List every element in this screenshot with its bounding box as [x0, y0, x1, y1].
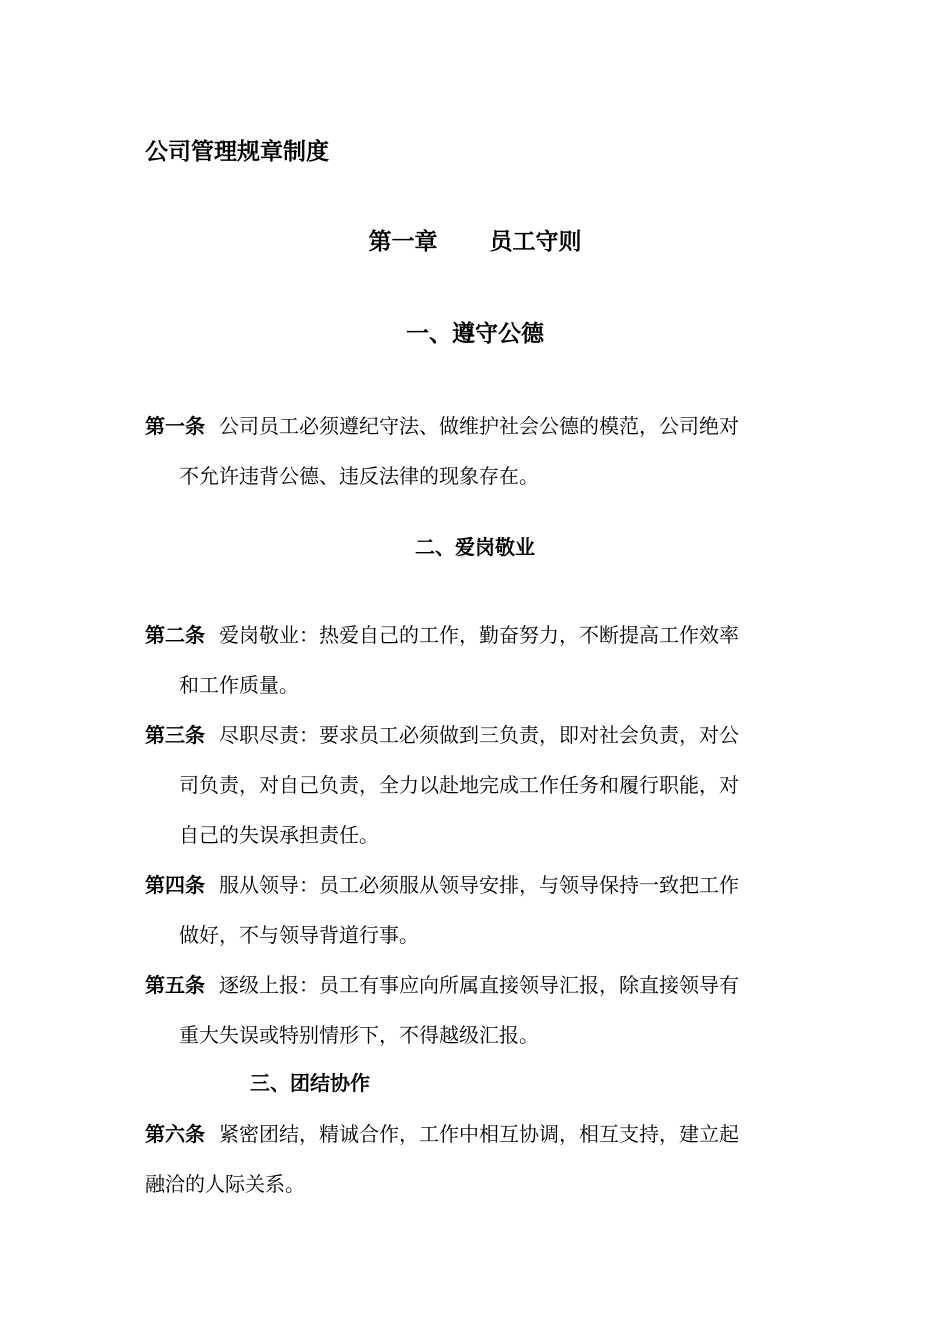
article-label: 第二条: [145, 623, 205, 647]
document-title: 公司管理规章制度: [145, 139, 329, 165]
article-text-line: 服从领导：员工必须服从领导安排，与领导保持一致把工作: [219, 873, 739, 897]
section-heading-1: 一、遵守公德: [406, 321, 544, 347]
article-text-line: 做好，不与领导背道行事。: [179, 923, 419, 947]
article-label: 第三条: [145, 723, 205, 747]
article-label: 第五条: [145, 973, 205, 997]
chapter-heading: [0, 226, 950, 258]
article-text-line: 逐级上报：员工有事应向所属直接领导汇报，除直接领导有: [219, 973, 739, 997]
article-text-line: 不允许违背公德、违反法律的现象存在。: [179, 464, 539, 488]
article-label: 第六条: [145, 1122, 205, 1146]
article-label: 第四条: [145, 873, 205, 897]
article-text-line: 紧密团结，精诚合作，工作中相互协调，相互支持，建立起: [219, 1122, 739, 1146]
section-heading-2: 二、爱岗敬业: [415, 535, 535, 559]
article-text-line: 融洽的人际关系。: [145, 1172, 305, 1196]
article-5: [145, 960, 810, 1060]
article-text-line: 司负责，对自己负责，全力以赴地完成工作任务和履行职能，对: [179, 773, 739, 797]
article-text-line: 自己的失误承担责任。: [179, 823, 379, 847]
section-heading-3: 三、团结协作: [250, 1071, 370, 1095]
article-3: [145, 710, 810, 860]
chapter-name: 员工守则: [489, 229, 582, 255]
article-text-line: 爱岗敬业：热爱自己的工作，勤奋努力，不断提高工作效率: [219, 623, 739, 647]
article-text-line: 公司员工必须遵纪守法、做维护社会公德的模范，公司绝对: [219, 414, 739, 438]
article-text-line: 和工作质量。: [179, 673, 299, 697]
article-2: [145, 610, 810, 710]
chapter-number: 第一章: [368, 229, 438, 255]
article-label: 第一条: [145, 414, 205, 438]
article-text-line: 尽职尽责：要求员工必须做到三负责，即对社会负责，对公: [219, 723, 739, 747]
article-4: [145, 860, 810, 960]
article-6: [145, 1109, 810, 1209]
article-1: [145, 401, 810, 501]
article-text-line: 重大失误或特别情形下，不得越级汇报。: [179, 1023, 539, 1047]
